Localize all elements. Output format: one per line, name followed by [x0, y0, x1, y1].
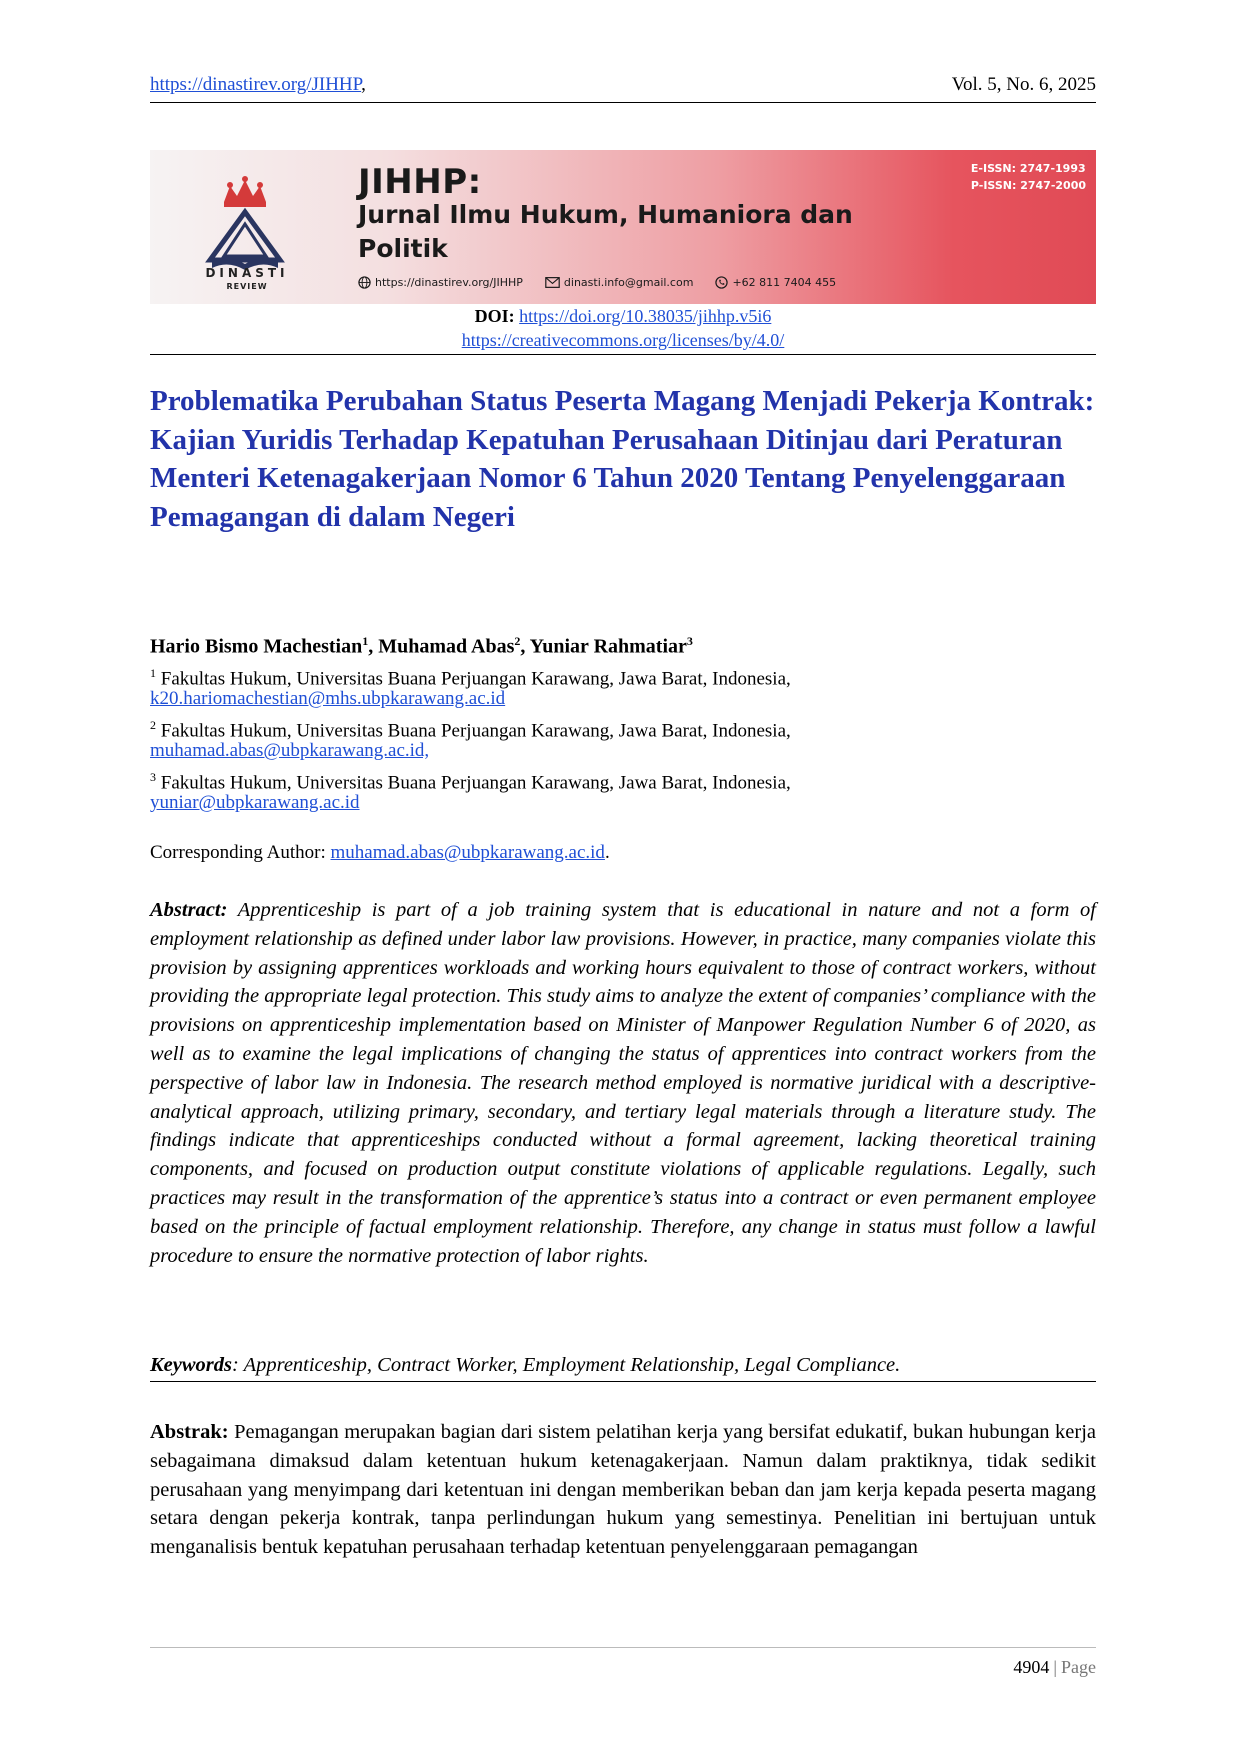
header-left: [150, 74, 366, 96]
author-name: Hario Bismo Machestian: [150, 635, 363, 658]
logo-name: DINASTI: [205, 266, 289, 280]
author-name: Yuniar Rahmatiar: [529, 635, 687, 658]
globe-icon: [358, 276, 371, 289]
eissn: E-ISSN: 2747-1993: [970, 162, 1086, 175]
banner-phone: [715, 276, 836, 289]
header-url-suffix: ,: [361, 74, 366, 95]
journal-name-line1: Jurnal Ilmu Hukum, Humaniora dan: [358, 200, 853, 229]
logo-subtitle: REVIEW: [226, 282, 268, 291]
issn-block: [971, 160, 1086, 194]
corresponding-suffix: .: [604, 842, 610, 863]
journal-abbreviation: JIHHP:: [358, 162, 482, 202]
affiliation-2-email: [150, 738, 429, 764]
envelope-icon: [545, 277, 560, 288]
affiliation-3-email: [150, 790, 360, 816]
volume-info: Vol. 5, No. 6, 2025: [951, 74, 1096, 95]
affiliation-sup: 3: [150, 770, 156, 784]
banner-contacts: [358, 276, 836, 289]
doi-label: DOI:: [474, 306, 515, 326]
affiliation-sup: 2: [150, 718, 156, 732]
affiliation-text: Fakultas Hukum, Universitas Buana Perjuangan Karawang, Jawa Barat, Indonesia,: [160, 668, 791, 690]
author-email-link[interactable]: yuniar@ubpkarawang.ac.id: [150, 792, 360, 813]
author-sup: 1: [362, 634, 369, 648]
author-sup: 2: [514, 634, 521, 648]
abstract-english: [150, 896, 1096, 1270]
affiliation-sup: 1: [150, 666, 156, 680]
author-email-link[interactable]: k20.hariomachestian@mhs.ubpkarawang.ac.id: [150, 688, 506, 709]
abstract-indonesian: [150, 1418, 1096, 1562]
author-email-link[interactable]: muhamad.abas@ubpkarawang.ac.id,: [150, 740, 430, 761]
author-sup: 3: [686, 634, 693, 648]
abstract-text: Apprenticeship is part of a job training system that is educational in nature and not a form of employment relationship as defined under labor law provisions. However, in practice, many companies violate this provision by assigning apprentices workloads and working hours equivalent to those of contract workers, without providing the appropriate legal protection. This study aims to analyze the extent of companies’ compliance with the provisions on apprenticeship implementation based on Minister of Manpower Regulation Number 6 of 2020, as well as to examine the legal implications of changing the status of apprentices into contract workers from the perspective of labor law in Indonesia. The research method employed is normative juridical with a descriptive-analytical approach, utilizing primary, secondary, and tertiary legal materials through a literature study. The findings indicate that apprenticeships conducted without a formal agreement, lacking theoretical training components, and focused on production output constitute violations of applicable regulations. Legally, such practices may result in the transformation of the apprentice’s status into a contract or even permanent employee based on the principle of factual employment relationship. Therefore, any change in status must follow a lawful procedure to ensure the normative protection of labor rights.: [150, 899, 1096, 1267]
page-footer: [1013, 1657, 1096, 1678]
doi-line: [150, 306, 1096, 327]
abstrak-text: Pemagangan merupakan bagian dari sistem pelatihan kerja yang bersifat edukatif, bukan hubungan kerja sebagaimana dimaksud dalam ketentuan hukum ketenagakerjaan. Namun dalam praktiknya, tidak sedikit perusahaan yang menyimpang dari ketentuan ini dengan memberikan beban dan jam kerja kepada peserta magang setara dengan pekerja kontrak, tanpa perlindungan hukum yang semestinya. Penelitian ini bertujuan untuk menganalisis bentuk kepatuhan perusahaan terhadap ketentuan penyelenggaraan pemagangan: [150, 1421, 1096, 1559]
license-link[interactable]: https://creativecommons.org/licenses/by/4.0/: [461, 330, 785, 350]
keywords-text: : Apprenticeship, Contract Worker, Employment Relationship, Legal Compliance.: [232, 1354, 901, 1376]
corresponding-email-link[interactable]: muhamad.abas@ubpkarawang.ac.id: [330, 842, 605, 863]
journal-banner: [150, 150, 1096, 304]
corresponding-label: Corresponding Author:: [150, 842, 331, 863]
affiliation-1-email: [150, 686, 505, 712]
keywords-label: Keywords: [150, 1354, 232, 1376]
footer-divider: [150, 1647, 1096, 1648]
banner-email: [545, 276, 694, 289]
keywords: [150, 1354, 1096, 1382]
pissn: P-ISSN: 2747-2000: [970, 179, 1086, 192]
author-name: Muhamad Abas: [378, 635, 515, 658]
banner-email-text: dinasti.info@gmail.com: [563, 276, 694, 289]
banner-website-text: https://dinastirev.org/JIHHP: [375, 276, 523, 289]
doi-link[interactable]: https://doi.org/10.38035/jihhp.v5i6: [519, 306, 772, 326]
article-title: Problematika Perubahan Status Peserta Magang Menjadi Pekerja Kontrak: Kajian Yuridis Terhadap Kepatuhan Perusahaan Ditinjau dari Peraturan Menteri Ketenagakerjaan Nomor 6 Tahun 2020 Tentang Penyelenggaraan Pemagangan di dalam Negeri: [150, 385, 1095, 533]
journal-name-line2: Politik: [358, 234, 448, 263]
doi-divider: [150, 354, 1096, 355]
author-separator: ,: [520, 635, 530, 658]
abstract-label: Abstract:: [150, 899, 228, 921]
page-label: Page: [1061, 1657, 1096, 1677]
license-line: [150, 330, 1096, 351]
running-header: [150, 74, 1096, 103]
banner-website: [358, 276, 523, 289]
author-list: [150, 634, 693, 659]
affiliation-text: Fakultas Hukum, Universitas Buana Perjuangan Karawang, Jawa Barat, Indonesia,: [160, 772, 791, 794]
page-separator: |: [1053, 1657, 1057, 1677]
journal-url-link[interactable]: https://dinastirev.org/JIHHP: [150, 74, 362, 95]
affiliation-text: Fakultas Hukum, Universitas Buana Perjuangan Karawang, Jawa Barat, Indonesia,: [160, 720, 791, 742]
phone-icon: [715, 276, 728, 289]
corresponding-author: [150, 842, 610, 864]
banner-phone-text: +62 811 7404 455: [732, 276, 837, 289]
author-separator: ,: [368, 635, 379, 658]
page-number: 4904: [1013, 1657, 1050, 1677]
abstrak-label: Abstrak:: [150, 1421, 229, 1443]
